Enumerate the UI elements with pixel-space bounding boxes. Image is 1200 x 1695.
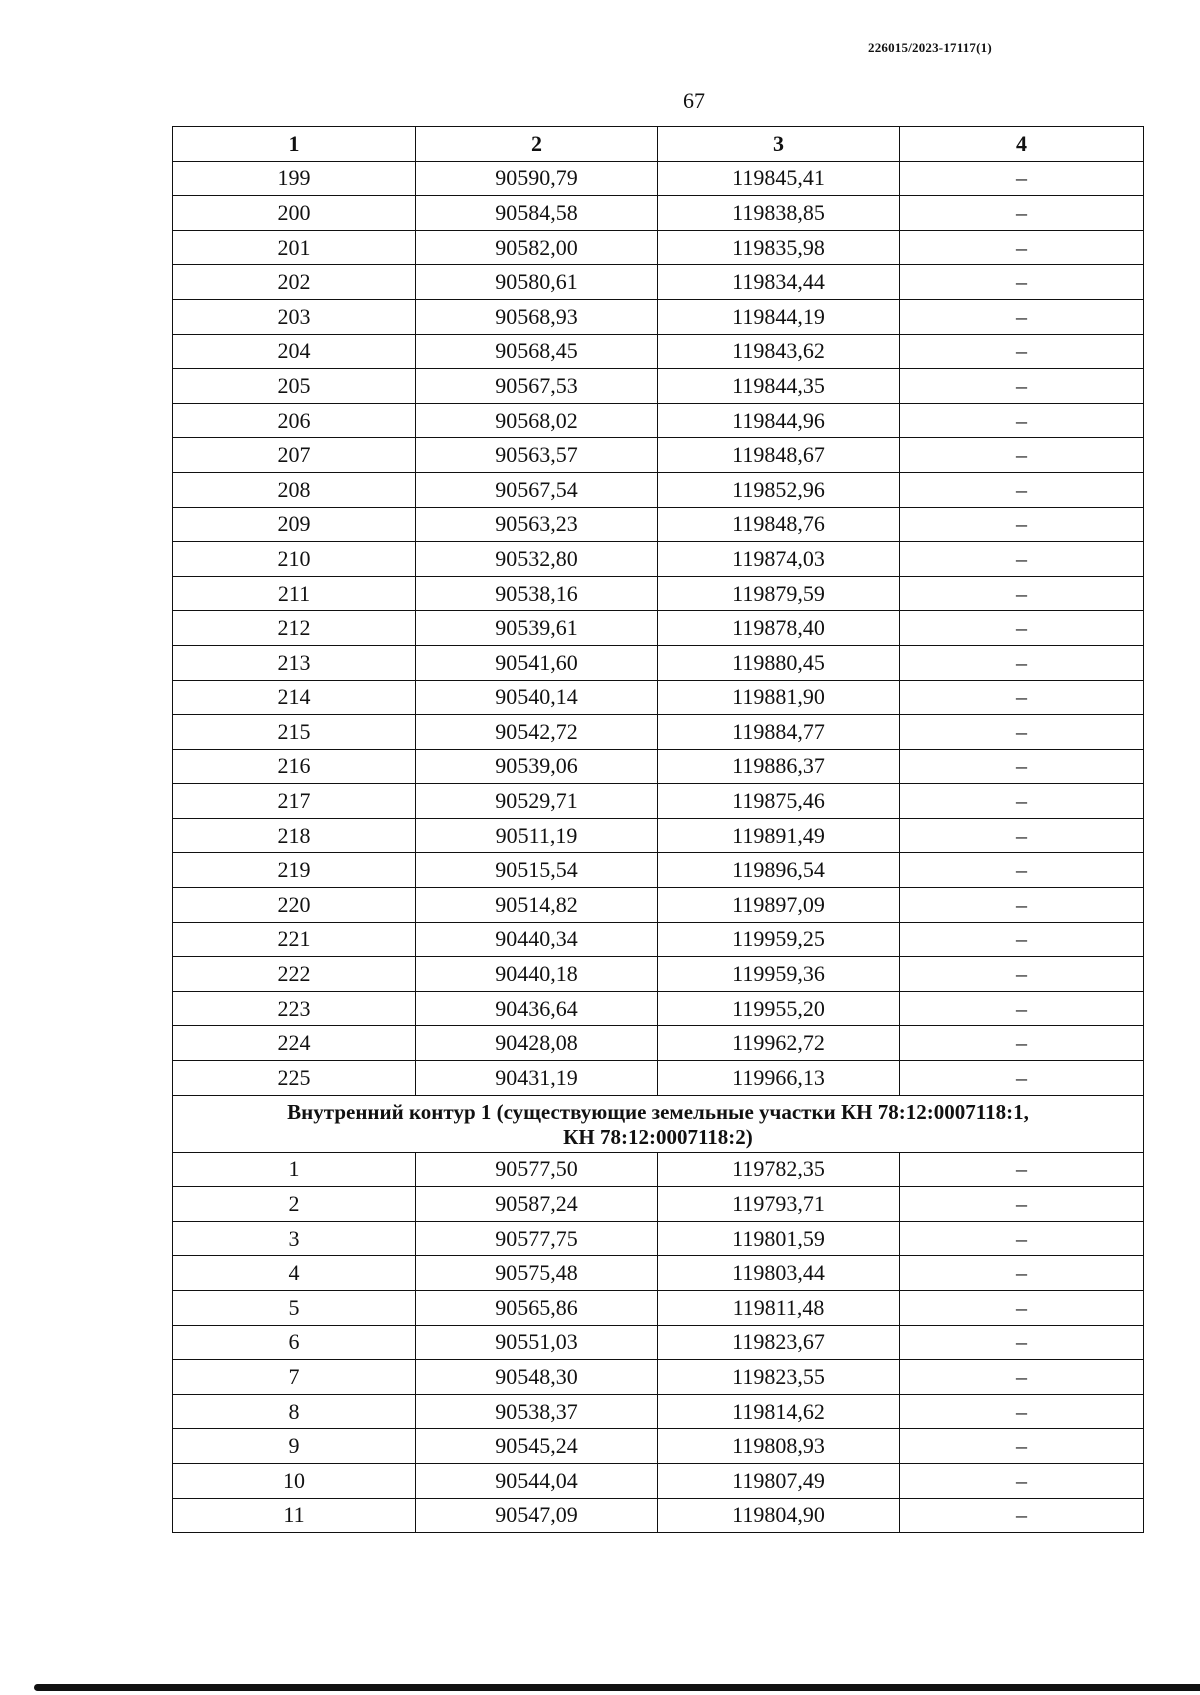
point-number-cell: 199: [173, 161, 416, 196]
table-row: [173, 1152, 1144, 1187]
table-row: [173, 645, 1144, 680]
y-coordinate-cell: 119838,85: [658, 196, 900, 231]
point-number-cell: 207: [173, 438, 416, 473]
y-coordinate-cell: 119878,40: [658, 611, 900, 646]
note-cell: –: [900, 1256, 1144, 1291]
point-number-cell: 209: [173, 507, 416, 542]
note-cell: –: [900, 334, 1144, 369]
table-row: [173, 265, 1144, 300]
note-cell: –: [900, 1187, 1144, 1222]
x-coordinate-cell: 90590,79: [416, 161, 658, 196]
x-coordinate-cell: 90565,86: [416, 1291, 658, 1326]
x-coordinate-cell: 90584,58: [416, 196, 658, 231]
table-row: [173, 853, 1144, 888]
table-row: [173, 230, 1144, 265]
coordinates-table: [172, 126, 1144, 1533]
note-cell: –: [900, 299, 1144, 334]
section-header-row: [173, 1095, 1144, 1152]
note-cell: –: [900, 680, 1144, 715]
document-number: 226015/2023-17117(1): [868, 40, 992, 55]
note-cell: –: [900, 507, 1144, 542]
y-coordinate-cell: 119814,62: [658, 1394, 900, 1429]
note-cell: –: [900, 1026, 1144, 1061]
point-number-cell: 218: [173, 818, 416, 853]
x-coordinate-cell: 90582,00: [416, 230, 658, 265]
y-coordinate-cell: 119880,45: [658, 645, 900, 680]
y-coordinate-cell: 119896,54: [658, 853, 900, 888]
point-number-cell: 8: [173, 1394, 416, 1429]
y-coordinate-cell: 119793,71: [658, 1187, 900, 1222]
note-cell: –: [900, 957, 1144, 992]
column-header-3: 3: [658, 127, 900, 162]
table-row: [173, 680, 1144, 715]
x-coordinate-cell: 90440,34: [416, 922, 658, 957]
table-row: [173, 1463, 1144, 1498]
point-number-cell: 202: [173, 265, 416, 300]
point-number-cell: 210: [173, 542, 416, 577]
table-row: [173, 334, 1144, 369]
point-number-cell: 2: [173, 1187, 416, 1222]
x-coordinate-cell: 90540,14: [416, 680, 658, 715]
y-coordinate-cell: 119807,49: [658, 1463, 900, 1498]
y-coordinate-cell: 119884,77: [658, 715, 900, 750]
x-coordinate-cell: 90580,61: [416, 265, 658, 300]
table-row: [173, 784, 1144, 819]
y-coordinate-cell: 119886,37: [658, 749, 900, 784]
note-cell: –: [900, 1325, 1144, 1360]
point-number-cell: 205: [173, 369, 416, 404]
table-row: [173, 715, 1144, 750]
point-number-cell: 214: [173, 680, 416, 715]
table-row: [173, 507, 1144, 542]
point-number-cell: 208: [173, 472, 416, 507]
y-coordinate-cell: 119845,41: [658, 161, 900, 196]
y-coordinate-cell: 119835,98: [658, 230, 900, 265]
y-coordinate-cell: 119955,20: [658, 991, 900, 1026]
note-cell: –: [900, 784, 1144, 819]
point-number-cell: 4: [173, 1256, 416, 1291]
note-cell: –: [900, 888, 1144, 923]
note-cell: –: [900, 1429, 1144, 1464]
note-cell: –: [900, 230, 1144, 265]
point-number-cell: 3: [173, 1221, 416, 1256]
point-number-cell: 217: [173, 784, 416, 819]
section-title-line-1: Внутренний контур 1 (существующие земельные участки КН 78:12:0007118:1,: [287, 1099, 1029, 1124]
point-number-cell: 10: [173, 1463, 416, 1498]
note-cell: –: [900, 1360, 1144, 1395]
y-coordinate-cell: 119852,96: [658, 472, 900, 507]
table-row: [173, 818, 1144, 853]
note-cell: –: [900, 1152, 1144, 1187]
table-row: [173, 957, 1144, 992]
table-row: [173, 369, 1144, 404]
x-coordinate-cell: 90515,54: [416, 853, 658, 888]
note-cell: –: [900, 749, 1144, 784]
table-row: [173, 403, 1144, 438]
table-row: [173, 1325, 1144, 1360]
column-header-4: 4: [900, 127, 1144, 162]
y-coordinate-cell: 119879,59: [658, 576, 900, 611]
point-number-cell: 211: [173, 576, 416, 611]
table-row: [173, 1221, 1144, 1256]
y-coordinate-cell: 119823,55: [658, 1360, 900, 1395]
section-title-line-2: КН 78:12:0007118:2): [563, 1124, 753, 1149]
note-cell: –: [900, 196, 1144, 231]
x-coordinate-cell: 90547,09: [416, 1498, 658, 1533]
point-number-cell: 216: [173, 749, 416, 784]
y-coordinate-cell: 119808,93: [658, 1429, 900, 1464]
y-coordinate-cell: 119801,59: [658, 1221, 900, 1256]
y-coordinate-cell: 119811,48: [658, 1291, 900, 1326]
section-title: [173, 1095, 1144, 1152]
bottom-rule: [34, 1684, 1200, 1691]
x-coordinate-cell: 90544,04: [416, 1463, 658, 1498]
point-number-cell: 213: [173, 645, 416, 680]
note-cell: –: [900, 1394, 1144, 1429]
page-number: 67: [683, 88, 705, 113]
point-number-cell: 6: [173, 1325, 416, 1360]
note-cell: –: [900, 922, 1144, 957]
point-number-cell: 204: [173, 334, 416, 369]
point-number-cell: 212: [173, 611, 416, 646]
table-row: [173, 1394, 1144, 1429]
y-coordinate-cell: 119848,76: [658, 507, 900, 542]
y-coordinate-cell: 119844,19: [658, 299, 900, 334]
point-number-cell: 221: [173, 922, 416, 957]
point-number-cell: 206: [173, 403, 416, 438]
outer-contour-rows: [173, 161, 1144, 1095]
point-number-cell: 222: [173, 957, 416, 992]
x-coordinate-cell: 90538,16: [416, 576, 658, 611]
table-row: [173, 161, 1144, 196]
x-coordinate-cell: 90577,50: [416, 1152, 658, 1187]
point-number-cell: 225: [173, 1061, 416, 1096]
x-coordinate-cell: 90532,80: [416, 542, 658, 577]
x-coordinate-cell: 90538,37: [416, 1394, 658, 1429]
x-coordinate-cell: 90514,82: [416, 888, 658, 923]
point-number-cell: 219: [173, 853, 416, 888]
note-cell: –: [900, 1221, 1144, 1256]
x-coordinate-cell: 90431,19: [416, 1061, 658, 1096]
x-coordinate-cell: 90529,71: [416, 784, 658, 819]
note-cell: –: [900, 265, 1144, 300]
x-coordinate-cell: 90440,18: [416, 957, 658, 992]
note-cell: –: [900, 991, 1144, 1026]
note-cell: –: [900, 645, 1144, 680]
table-row: [173, 542, 1144, 577]
y-coordinate-cell: 119959,25: [658, 922, 900, 957]
column-header-1: 1: [173, 127, 416, 162]
x-coordinate-cell: 90539,06: [416, 749, 658, 784]
x-coordinate-cell: 90542,72: [416, 715, 658, 750]
point-number-cell: 1: [173, 1152, 416, 1187]
point-number-cell: 201: [173, 230, 416, 265]
point-number-cell: 11: [173, 1498, 416, 1533]
y-coordinate-cell: 119966,13: [658, 1061, 900, 1096]
note-cell: –: [900, 853, 1144, 888]
note-cell: –: [900, 611, 1144, 646]
x-coordinate-cell: 90568,45: [416, 334, 658, 369]
table-row: [173, 196, 1144, 231]
note-cell: –: [900, 715, 1144, 750]
y-coordinate-cell: 119803,44: [658, 1256, 900, 1291]
x-coordinate-cell: 90539,61: [416, 611, 658, 646]
point-number-cell: 9: [173, 1429, 416, 1464]
table-row: [173, 438, 1144, 473]
x-coordinate-cell: 90567,54: [416, 472, 658, 507]
note-cell: –: [900, 438, 1144, 473]
note-cell: –: [900, 1463, 1144, 1498]
table-row: [173, 611, 1144, 646]
y-coordinate-cell: 119881,90: [658, 680, 900, 715]
column-header-2: 2: [416, 127, 658, 162]
table-row: [173, 1498, 1144, 1533]
point-number-cell: 220: [173, 888, 416, 923]
y-coordinate-cell: 119782,35: [658, 1152, 900, 1187]
y-coordinate-cell: 119844,35: [658, 369, 900, 404]
table-row: [173, 1429, 1144, 1464]
y-coordinate-cell: 119874,03: [658, 542, 900, 577]
point-number-cell: 224: [173, 1026, 416, 1061]
x-coordinate-cell: 90548,30: [416, 1360, 658, 1395]
note-cell: –: [900, 1498, 1144, 1533]
y-coordinate-cell: 119875,46: [658, 784, 900, 819]
note-cell: –: [900, 818, 1144, 853]
y-coordinate-cell: 119834,44: [658, 265, 900, 300]
point-number-cell: 223: [173, 991, 416, 1026]
note-cell: –: [900, 1061, 1144, 1096]
x-coordinate-cell: 90568,93: [416, 299, 658, 334]
table-row: [173, 1187, 1144, 1222]
y-coordinate-cell: 119843,62: [658, 334, 900, 369]
y-coordinate-cell: 119959,36: [658, 957, 900, 992]
note-cell: –: [900, 1291, 1144, 1326]
x-coordinate-cell: 90563,57: [416, 438, 658, 473]
x-coordinate-cell: 90436,64: [416, 991, 658, 1026]
y-coordinate-cell: 119844,96: [658, 403, 900, 438]
table-row: [173, 1061, 1144, 1096]
y-coordinate-cell: 119891,49: [658, 818, 900, 853]
point-number-cell: 203: [173, 299, 416, 334]
table-row: [173, 299, 1144, 334]
x-coordinate-cell: 90551,03: [416, 1325, 658, 1360]
table-row: [173, 888, 1144, 923]
point-number-cell: 7: [173, 1360, 416, 1395]
point-number-cell: 215: [173, 715, 416, 750]
x-coordinate-cell: 90577,75: [416, 1221, 658, 1256]
table-row: [173, 1026, 1144, 1061]
y-coordinate-cell: 119897,09: [658, 888, 900, 923]
note-cell: –: [900, 576, 1144, 611]
header-row: [173, 127, 1144, 162]
table-row: [173, 472, 1144, 507]
point-number-cell: 5: [173, 1291, 416, 1326]
note-cell: –: [900, 369, 1144, 404]
x-coordinate-cell: 90568,02: [416, 403, 658, 438]
point-number-cell: 200: [173, 196, 416, 231]
x-coordinate-cell: 90545,24: [416, 1429, 658, 1464]
table-row: [173, 922, 1144, 957]
table-row: [173, 1360, 1144, 1395]
note-cell: –: [900, 542, 1144, 577]
table-row: [173, 576, 1144, 611]
inner-contour-rows: [173, 1152, 1144, 1533]
y-coordinate-cell: 119848,67: [658, 438, 900, 473]
table-row: [173, 991, 1144, 1026]
x-coordinate-cell: 90567,53: [416, 369, 658, 404]
x-coordinate-cell: 90541,60: [416, 645, 658, 680]
y-coordinate-cell: 119823,67: [658, 1325, 900, 1360]
note-cell: –: [900, 472, 1144, 507]
x-coordinate-cell: 90575,48: [416, 1256, 658, 1291]
table-row: [173, 1256, 1144, 1291]
x-coordinate-cell: 90563,23: [416, 507, 658, 542]
note-cell: –: [900, 161, 1144, 196]
note-cell: –: [900, 403, 1144, 438]
y-coordinate-cell: 119962,72: [658, 1026, 900, 1061]
y-coordinate-cell: 119804,90: [658, 1498, 900, 1533]
x-coordinate-cell: 90511,19: [416, 818, 658, 853]
x-coordinate-cell: 90587,24: [416, 1187, 658, 1222]
table-row: [173, 1291, 1144, 1326]
x-coordinate-cell: 90428,08: [416, 1026, 658, 1061]
table-row: [173, 749, 1144, 784]
